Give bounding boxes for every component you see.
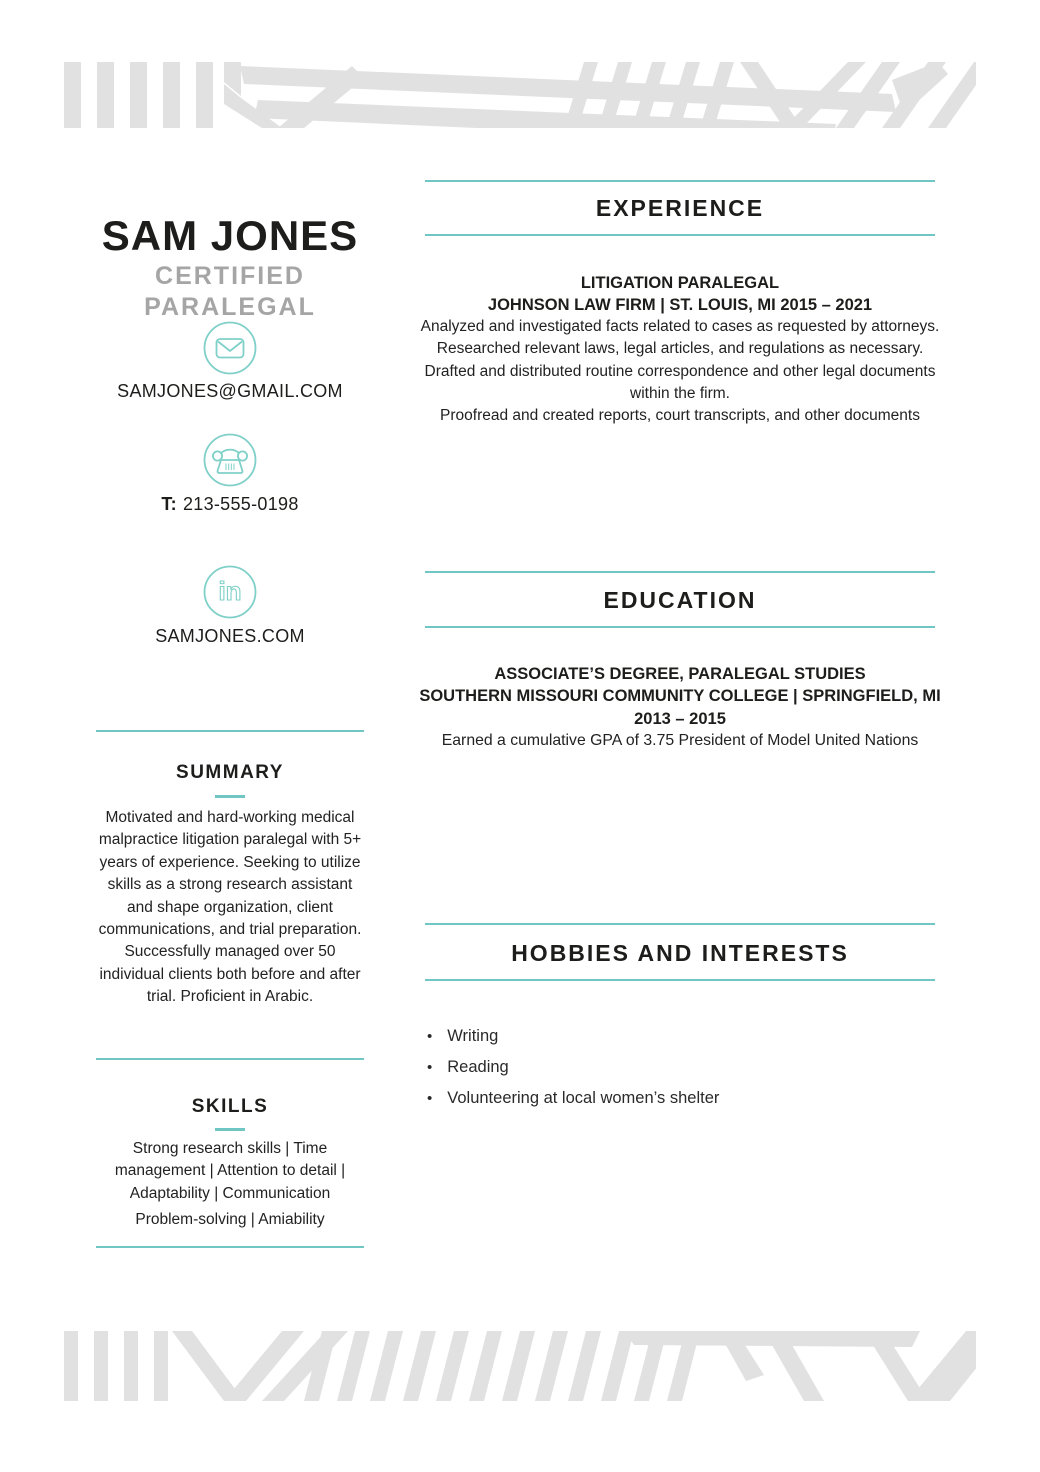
person-title-line2: PARALEGAL xyxy=(144,293,316,321)
phone-number xyxy=(96,494,364,515)
section-rule xyxy=(425,180,935,182)
divider xyxy=(96,1058,364,1060)
hobby-label: Reading xyxy=(447,1058,509,1076)
divider xyxy=(96,1246,364,1248)
bottom-stripe-pattern xyxy=(64,1331,976,1401)
person-title-line1: CERTIFIED xyxy=(155,262,305,290)
skills-line2: Problem-solving | Amiability xyxy=(135,1211,325,1228)
phone-icon xyxy=(96,432,364,488)
divider xyxy=(96,730,364,732)
phone-label: T: xyxy=(161,494,177,514)
hobby-label: Writing xyxy=(447,1027,499,1045)
experience-heading: EXPERIENCE xyxy=(595,195,765,221)
job-description xyxy=(415,316,945,427)
education-school: SOUTHERN MISSOURI COMMUNITY COLLEGE | SPRINGFIELD, MI xyxy=(419,687,941,706)
heading-underline xyxy=(215,1128,245,1131)
linkedin-icon xyxy=(96,564,364,620)
hobby-item xyxy=(427,1083,927,1114)
section-rule xyxy=(425,979,935,981)
education-heading: EDUCATION xyxy=(603,587,757,613)
bullet-icon xyxy=(427,1083,447,1114)
svg-text:in: in xyxy=(218,576,242,606)
job-header xyxy=(415,272,945,317)
summary-text: Motivated and hard-working medical malpractice litigation paralegal with 5+ years of experience. Seeking to utilize skills as a strong research assistant and shape organization, client communications, and trial preparation. Successfully managed over 50 individual clients both before and after trial. Proficient in Arabic. xyxy=(98,809,362,1006)
hobby-label: Volunteering at local women’s shelter xyxy=(447,1089,720,1107)
person-title xyxy=(96,261,364,323)
job-description-line: Analyzed and investigated facts related to cases as requested by attorneys. xyxy=(420,318,940,335)
bullet-icon xyxy=(427,1021,447,1052)
hobbies-heading: HOBBIES AND INTERESTS xyxy=(511,940,849,966)
section-rule xyxy=(425,571,935,573)
job-title: LITIGATION PARALEGAL xyxy=(580,274,780,292)
hobby-item xyxy=(427,1052,927,1083)
phone-value: 213-555-0198 xyxy=(182,494,299,514)
education-dates: 2013 – 2015 xyxy=(634,709,726,728)
job-description-line: Researched relevant laws, legal articles, and regulations as necessary. xyxy=(436,340,924,358)
education-entry xyxy=(415,663,945,752)
person-name: SAM JONES xyxy=(101,212,359,259)
education-details: Earned a cumulative GPA of 3.75 President of Model United Nations xyxy=(441,731,919,749)
job-company-dates: JOHNSON LAW FIRM | ST. LOUIS, MI 2015 – 2021 xyxy=(487,296,873,315)
section-rule xyxy=(425,923,935,925)
bullet-icon xyxy=(427,1052,447,1083)
education-degree: ASSOCIATE’S DEGREE, PARALEGAL STUDIES xyxy=(494,665,866,683)
heading-underline xyxy=(215,795,245,798)
hobby-item xyxy=(427,1021,927,1052)
section-rule xyxy=(425,626,935,628)
section-rule xyxy=(425,234,935,236)
job-description-line: Drafted and distributed routine correspondence and other legal documents within the firm. xyxy=(424,362,936,402)
website-url: SAMJONES.COM xyxy=(155,626,305,646)
skills-heading: SKILLS xyxy=(191,1096,269,1117)
summary-heading: SUMMARY xyxy=(176,762,284,783)
job-description-line: Proofread and created reports, court transcripts, and other documents xyxy=(440,407,920,425)
email-icon xyxy=(96,320,364,376)
skills-line1: Strong research skills | Time management | Attention to detail | Adaptability | Communication xyxy=(114,1140,346,1202)
hobbies-list xyxy=(427,1021,927,1114)
email-address: SAMJONES@GMAIL.COM xyxy=(117,381,343,401)
top-stripe-pattern xyxy=(64,62,976,128)
